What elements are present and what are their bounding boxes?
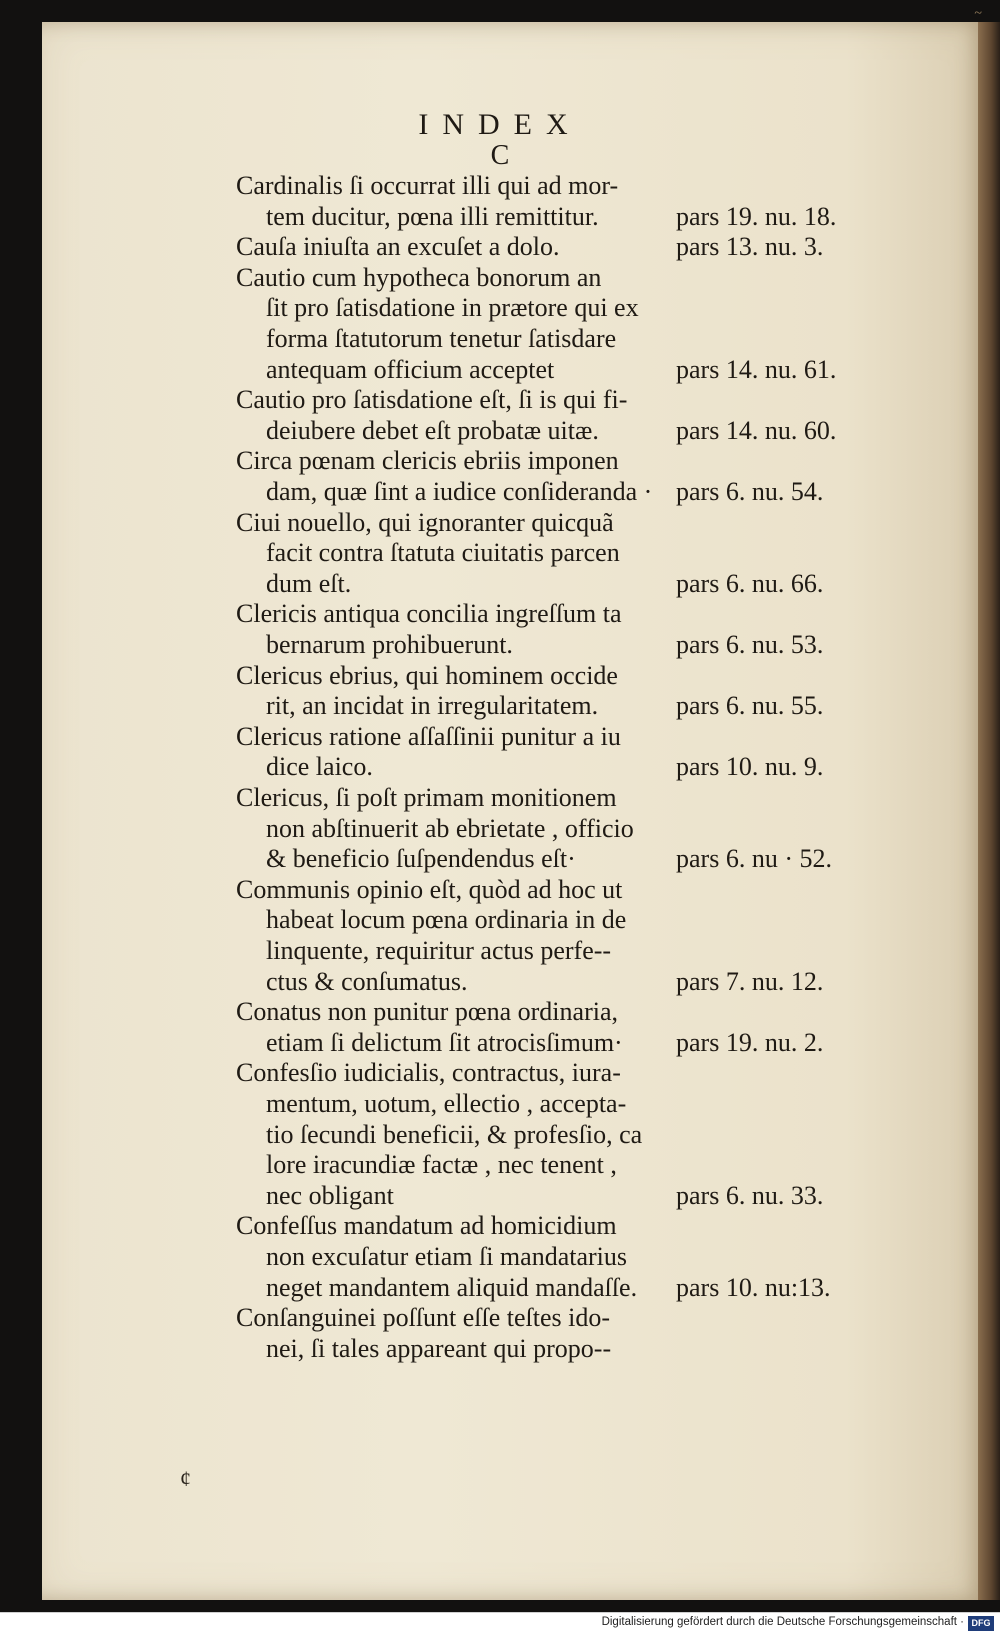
entry-headword-text: Clericus ebrius, qui hominem occide [236, 660, 618, 690]
index-line [0, 1119, 1000, 1151]
entry-continuation-text: tem ducitur, pœna illi remittitur. [266, 201, 599, 231]
index-line [0, 751, 1000, 783]
entry-reference: pars 6. nu. 54. [676, 477, 824, 506]
entry-continuation-text: ctus & conſumatus. [266, 966, 468, 996]
entry-continuation-text: lore iracundiæ factæ , nec tenent , [266, 1150, 617, 1180]
entry-continuation-text: nei, ſi tales appareant qui propo-- [266, 1333, 612, 1363]
entry-headword-text: Ciui nouello, qui ignoranter quicquã [236, 507, 614, 537]
index-line [0, 598, 1000, 630]
index-line [0, 1149, 1000, 1181]
index-line [0, 323, 1000, 355]
index-line [0, 1272, 1000, 1304]
entry-reference: pars 19. nu. 18. [676, 201, 837, 231]
index-line [0, 292, 1000, 324]
index-line [0, 660, 1000, 692]
entry-continuation-text: neget mandantem aliquid mandaſſe. [266, 1272, 638, 1302]
index-line [0, 1057, 1000, 1089]
entry-reference: pars 6. nu · 52. [676, 844, 832, 874]
digitization-footer [0, 1612, 1000, 1635]
entry-headword-text: Cautio cum hypotheca bonorum an [236, 262, 602, 292]
index-line [0, 935, 1000, 967]
index-line [0, 201, 1000, 233]
index-line [0, 1088, 1000, 1120]
index-line [0, 721, 1000, 753]
index-line [0, 690, 1000, 722]
index-line [0, 996, 1000, 1028]
index-line [0, 354, 1000, 386]
entry-continuation-text: facit contra ſtatuta ciuitatis parcen [266, 538, 620, 568]
entry-continuation-text: dam, quæ ſint a iudice conſideranda · [266, 477, 653, 506]
index-line [0, 843, 1000, 875]
index-line [0, 231, 1000, 263]
entry-continuation-text: & beneficio ſuſpendendus eſt· [266, 844, 576, 874]
entry-headword-text: Cauſa iniuſta an excuſet a dolo. [236, 232, 560, 262]
index-line [0, 966, 1000, 998]
index-line [0, 262, 1000, 294]
entry-continuation-text: non excuſatur etiam ſi mandatarius [266, 1242, 627, 1271]
page-heading: INDEX [418, 108, 582, 141]
entry-continuation-text: linquente, requiritur actus perfe-- [266, 936, 612, 965]
index-line [0, 507, 1000, 539]
index-line [0, 1302, 1000, 1334]
entry-continuation-text: tio ſecundi beneficii, & profesſio, ca [266, 1119, 643, 1149]
index-line [0, 415, 1000, 447]
entry-continuation-text: dum eſt. [266, 568, 352, 598]
entry-reference: pars 13. nu. 3. [676, 232, 824, 262]
index-line [0, 874, 1000, 906]
entry-headword-text: Communis opinio eſt, quòd ad hoc ut [236, 874, 623, 904]
entry-reference: pars 6. nu. 33. [676, 1180, 824, 1210]
footer-text: Digitalisierung gefördert durch die Deutsche Forschungsgemeinschaft · [601, 1616, 964, 1628]
entry-reference: pars 6. nu. 55. [676, 691, 824, 721]
entry-continuation-text: rit, an incidat in irregularitatem. [266, 691, 599, 721]
index-line [0, 170, 1000, 202]
entry-reference: pars 10. nu. 9. [676, 752, 824, 782]
entry-reference: pars 14. nu. 60. [676, 415, 837, 445]
entry-continuation-text: bernarum prohibuerunt. [266, 630, 513, 659]
entry-continuation-text: dice laico. [266, 752, 373, 782]
index-line [0, 1027, 1000, 1059]
index-line [0, 1210, 1000, 1242]
entry-continuation-text: antequam officium acceptet [266, 354, 555, 384]
entry-continuation-text: forma ſtatutorum tenetur ſatisdare [266, 324, 617, 353]
index-line [0, 904, 1000, 936]
entry-continuation-text: etiam ſi delictum ſit atrocisſimum· [266, 1027, 623, 1057]
entry-reference: pars 19. nu. 2. [676, 1027, 824, 1057]
entry-continuation-text: non abſtinuerit ab ebrietate , officio [266, 813, 634, 843]
index-line [0, 384, 1000, 416]
entry-headword-text: Clericus, ſi poſt primam monitionem [236, 783, 617, 812]
entry-continuation-text: mentum, uotum, ellectio , accepta- [266, 1089, 627, 1118]
corner-mark: ~ [974, 6, 982, 21]
entry-continuation-text: habeat locum pœna ordinaria in de [266, 905, 627, 935]
entry-headword-text: Confeſſus mandatum ad homicidium [236, 1211, 617, 1241]
entry-reference: pars 6. nu. 53. [676, 630, 824, 659]
index-line [0, 537, 1000, 569]
entry-continuation-text: ſit pro ſatisdatione in prætore qui ex [266, 293, 639, 323]
index-line [0, 813, 1000, 845]
entry-reference: pars 7. nu. 12. [676, 966, 824, 996]
entry-headword-text: Conatus non punitur pœna ordinaria, [236, 997, 618, 1027]
entry-reference: pars 14. nu. 61. [676, 354, 837, 384]
index-line [0, 476, 1000, 508]
index-line [0, 568, 1000, 600]
entry-reference: pars 10. nu:13. [676, 1272, 831, 1302]
entry-headword-text: Cardinalis ſi occurrat illi qui ad mor- [236, 171, 619, 200]
index-line [0, 1241, 1000, 1273]
index-line [0, 445, 1000, 477]
entry-reference: pars 6. nu. 66. [676, 568, 824, 598]
index-line [0, 629, 1000, 661]
entry-headword-text: Clericis antiqua concilia ingreſſum ta [236, 599, 622, 629]
index-line [0, 1333, 1000, 1365]
entry-headword-text: Clericus ratione aſſaſſinii punitur a iu [236, 721, 621, 751]
entry-headword-text: Cautio pro ſatisdatione eſt, ſi is qui fi- [236, 385, 628, 415]
entry-headword-text: Conſanguinei poſſunt eſſe teſtes ido- [236, 1303, 611, 1333]
entry-continuation-text: nec obligant [266, 1180, 394, 1210]
entry-headword-text: Circa pœnam clericis ebriis imponen [236, 446, 619, 476]
entry-headword-text: Confesſio iudicialis, contractus, iura- [236, 1058, 621, 1088]
dfg-logo: DFG [968, 1616, 994, 1631]
index-line [0, 1180, 1000, 1212]
entry-continuation-text: deiubere debet eſt probatæ uitæ. [266, 415, 599, 445]
index-line [0, 782, 1000, 814]
section-letter: C [490, 140, 510, 171]
folio-mark: ¢ [180, 1466, 191, 1491]
